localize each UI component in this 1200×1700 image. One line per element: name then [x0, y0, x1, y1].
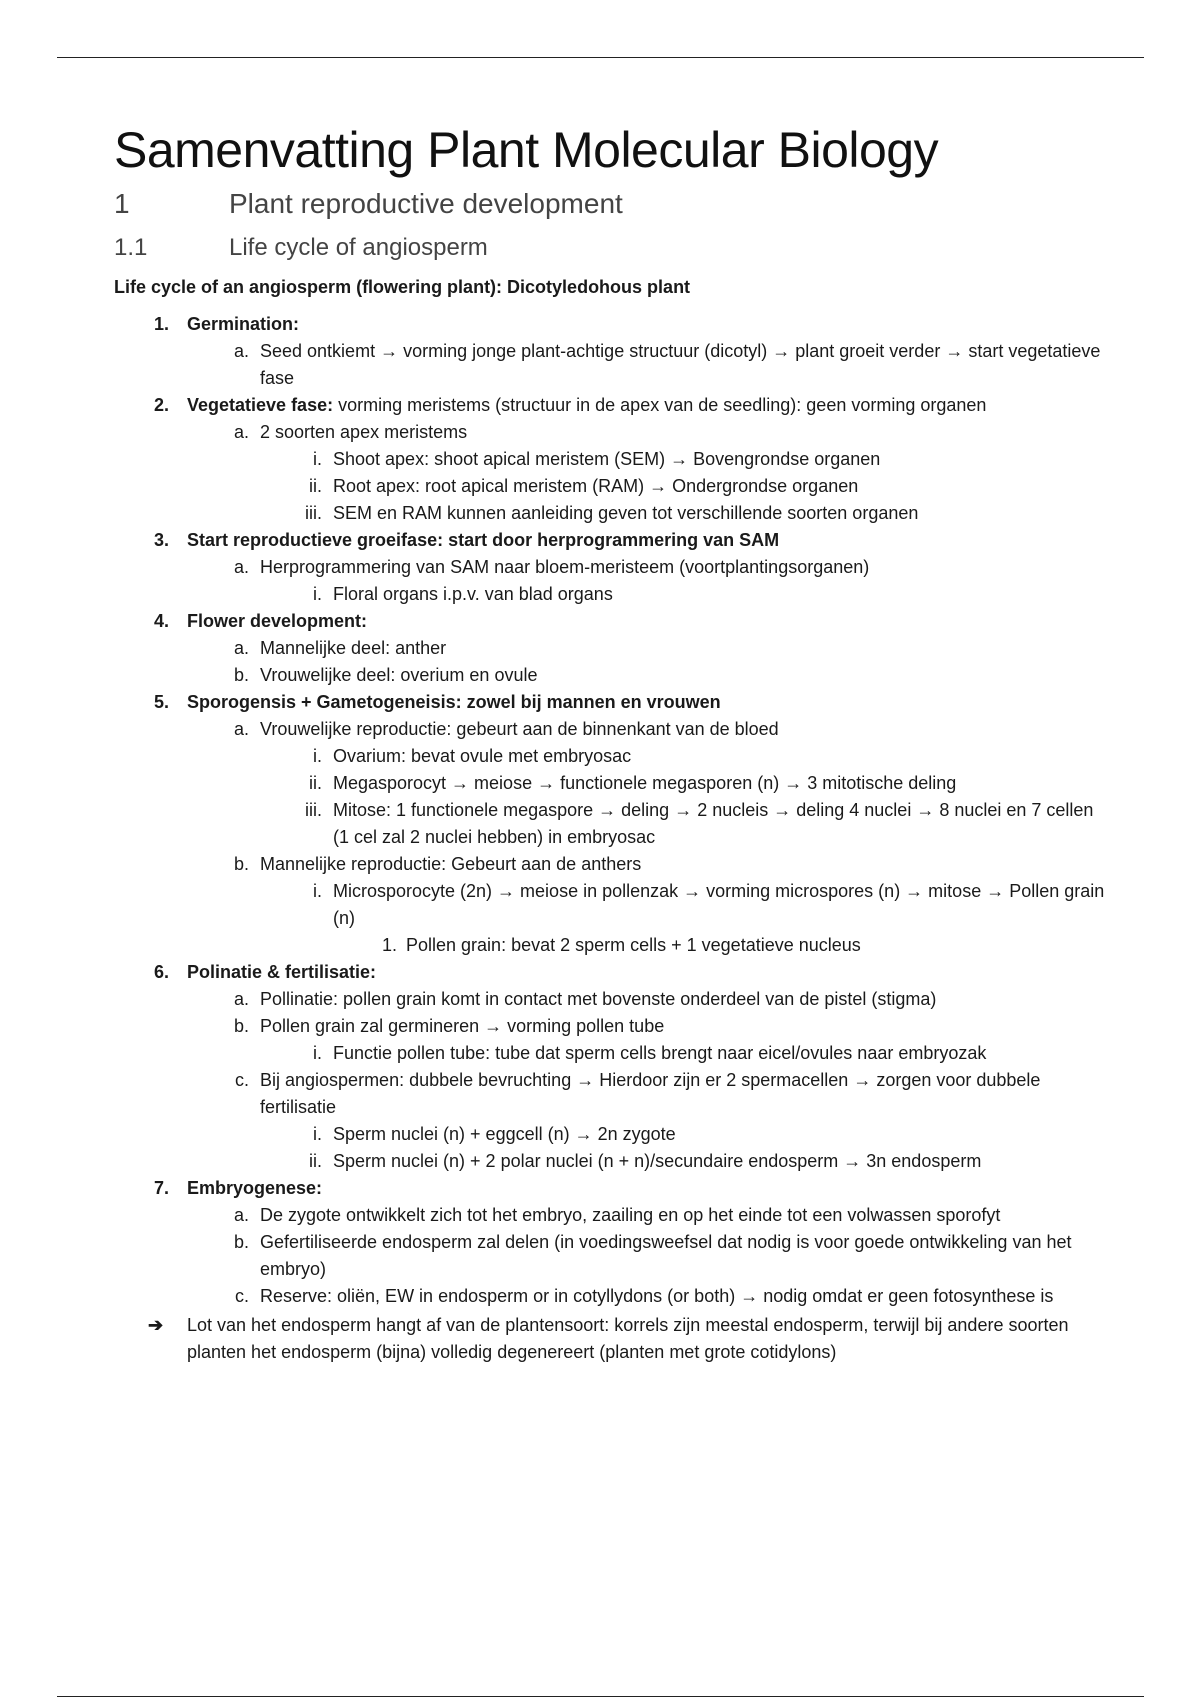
item-text: Functie pollen tube: tube dat sperm cells brengt naar eicel/ovules naar embryozak [333, 1043, 987, 1063]
outline-item [260, 473, 1114, 500]
chapter-title: Plant reproductive development [229, 188, 623, 219]
outline-item [114, 959, 1114, 1175]
item-text [187, 689, 1114, 716]
outline-item [260, 1121, 1114, 1148]
outline-item [187, 338, 1114, 392]
outline-item [260, 1148, 1114, 1175]
item-heading: Embryogenese: [187, 1178, 323, 1198]
outline-item [260, 500, 1114, 527]
item-marker: 6. [153, 962, 169, 982]
outline-level-3 [260, 878, 1114, 959]
document-body [114, 118, 1114, 1366]
item-text: Sperm nuclei (n) + eggcell (n) → 2n zygote [333, 1124, 676, 1144]
outline-level-3 [260, 1040, 1114, 1067]
outline-item [187, 662, 1114, 689]
outline-item [187, 1229, 1114, 1283]
outline-item [187, 419, 1114, 527]
item-heading: Sporogensis + Gametogeneisis: zowel bij mannen en vrouwen [187, 692, 721, 712]
item-text: Mannelijke deel: anther [260, 638, 447, 658]
outline-item [187, 1283, 1114, 1310]
item-marker: ii. [309, 773, 322, 793]
item-marker: a. [233, 341, 249, 361]
item-text: Mannelijke reproductie: Gebeurt aan de anthers [260, 854, 642, 874]
outline-level-2 [187, 554, 1114, 608]
item-marker: iii. [305, 503, 322, 523]
item-text: Root apex: root apical meristem (RAM) → Ondergrondse organen [333, 476, 859, 496]
item-text: Shoot apex: shoot apical meristem (SEM) → Bovengrondse organen [333, 449, 881, 469]
item-text [187, 608, 1114, 635]
outline-item [333, 932, 1114, 959]
outline-item [114, 1175, 1114, 1310]
item-marker: 4. [153, 611, 169, 631]
outline-item [260, 878, 1114, 959]
item-marker: i. [313, 1124, 322, 1144]
item-text: SEM en RAM kunnen aanleiding geven tot verschillende soorten organen [333, 503, 919, 523]
item-text: Microsporocyte (2n) → meiose in pollenzak → vorming microspores (n) → mitose → Pollen grain (n) [333, 881, 1105, 928]
item-marker: i. [313, 449, 322, 469]
outline-item [260, 743, 1114, 770]
arrow-icon: ➔ [148, 1315, 164, 1335]
item-heading: Flower development: [187, 611, 368, 631]
outline-level-2 [187, 1202, 1114, 1310]
item-text: Bij angiospermen: dubbele bevruchting → Hierdoor zijn er 2 spermacellen → zorgen voor dubbele fertilisatie [260, 1070, 1041, 1117]
outline-item [260, 581, 1114, 608]
outline-level-3 [260, 743, 1114, 851]
document-title: Samenvatting Plant Molecular Biology [114, 122, 939, 178]
item-marker: a. [233, 989, 249, 1009]
item-text: Reserve: oliën, EW in endosperm or in cotyllydons (or both) → nodig omdat er geen fotosynthese is [260, 1286, 1054, 1306]
item-text: Pollinatie: pollen grain komt in contact met bovenste onderdeel van de pistel (stigma) [260, 989, 937, 1009]
outline-item [260, 446, 1114, 473]
item-marker: b. [233, 1016, 249, 1036]
item-heading: Start reproductieve groeifase: start door herprogrammering van SAM [187, 530, 780, 550]
outline-item [187, 716, 1114, 851]
chapter-number: 1 [114, 188, 130, 219]
item-text: Vrouwelijke deel: overium en ovule [260, 665, 538, 685]
outline-item [187, 1202, 1114, 1229]
item-text [187, 527, 1114, 554]
outline-level-2 [187, 716, 1114, 959]
outline-level-2 [187, 986, 1114, 1175]
outline-level-2 [187, 635, 1114, 689]
section-number: 1.1 [114, 234, 148, 261]
item-text: De zygote ontwikkelt zich tot het embryo, zaailing en op het einde tot een volwassen sporofyt [260, 1205, 1001, 1225]
outline-level-4 [333, 932, 1114, 959]
item-marker: i. [313, 1043, 322, 1063]
outline-item [114, 392, 1114, 527]
chapter-heading [114, 184, 1114, 224]
outline-item [114, 608, 1114, 689]
item-marker: c. [234, 1070, 249, 1090]
outline-level-2 [187, 338, 1114, 392]
outline-item [114, 311, 1114, 392]
outline-item [114, 689, 1114, 959]
outline-item [114, 527, 1114, 608]
item-heading: Polinatie & fertilisatie: [187, 962, 377, 982]
item-marker: a. [233, 557, 249, 577]
item-marker: 5. [153, 692, 169, 712]
lead-paragraph: Life cycle of an angiosperm (flowering plant): Dicotyledohous plant [114, 277, 691, 297]
item-text: 2 soorten apex meristems [260, 422, 468, 442]
item-marker: ii. [309, 1151, 322, 1171]
outline-item [260, 770, 1114, 797]
item-marker: c. [234, 1286, 249, 1306]
life-cycle-outline [114, 311, 1114, 1310]
top-rule [57, 57, 1144, 58]
outline-item [260, 797, 1114, 851]
outline-level-3 [260, 446, 1114, 527]
outline-item [187, 1067, 1114, 1175]
bottom-rule [57, 1696, 1144, 1697]
item-text: Pollen grain zal germineren → vorming pollen tube [260, 1016, 665, 1036]
item-text: Vrouwelijke reproductie: gebeurt aan de binnenkant van de bloed [260, 719, 779, 739]
item-text [187, 1175, 1114, 1202]
item-text: Megasporocyt → meiose → functionele megasporen (n) → 3 mitotische deling [333, 773, 957, 793]
outline-item [187, 635, 1114, 662]
item-text: Mitose: 1 functionele megaspore → deling → 2 nucleis → deling 4 nuclei → 8 nuclei en 7 cellen (1 cel zal 2 nuclei hebben) in embryosac [333, 800, 1094, 847]
item-marker: i. [313, 584, 322, 604]
item-marker: iii. [305, 800, 322, 820]
outline-level-2 [187, 419, 1114, 527]
item-description: vorming meristems (structuur in de apex van de seedling): geen vorming organen [333, 395, 987, 415]
item-marker: ii. [309, 476, 322, 496]
item-text: Ovarium: bevat ovule met embryosac [333, 746, 632, 766]
item-marker: i. [313, 746, 322, 766]
section-heading [114, 230, 1114, 266]
conclusion-text: Lot van het endosperm hangt af van de plantensoort: korrels zijn meestal endosperm, terwijl bij andere soorten planten het endosperm (bijna) volledig degenereert (planten met grote cotidylons) [187, 1315, 1069, 1362]
outline-item [187, 1013, 1114, 1067]
conclusion-paragraph [114, 1312, 1114, 1366]
item-text: Gefertiliseerde endosperm zal delen (in voedingsweefsel dat nodig is voor goede ontwikkeling van het embryo) [260, 1232, 1072, 1279]
item-marker: a. [233, 422, 249, 442]
item-marker: a. [233, 1205, 249, 1225]
item-marker: b. [233, 854, 249, 874]
item-text: Sperm nuclei (n) + 2 polar nuclei (n + n)/secundaire endosperm → 3n endosperm [333, 1151, 982, 1171]
outline-item [260, 1040, 1114, 1067]
outline-item [187, 554, 1114, 608]
item-marker: a. [233, 638, 249, 658]
item-text: Floral organs i.p.v. van blad organs [333, 584, 613, 604]
section-title: Life cycle of angiosperm [229, 234, 488, 261]
outline-level-3 [260, 581, 1114, 608]
item-marker: 1. [381, 935, 397, 955]
item-marker: 2. [153, 395, 169, 415]
item-text [187, 311, 1114, 338]
outline-item [187, 851, 1114, 959]
item-text: Seed ontkiemt → vorming jonge plant-achtige structuur (dicotyl) → plant groeit verder → start vegetatieve fase [260, 341, 1101, 388]
item-marker: i. [313, 881, 322, 901]
item-marker: b. [233, 665, 249, 685]
item-text: Herprogrammering van SAM naar bloem-meristeem (voortplantingsorganen) [260, 557, 870, 577]
item-heading: Germination: [187, 314, 300, 334]
item-marker: b. [233, 1232, 249, 1252]
outline-level-3 [260, 1121, 1114, 1175]
item-text: Pollen grain: bevat 2 sperm cells + 1 vegetatieve nucleus [406, 935, 861, 955]
item-marker: 7. [153, 1178, 169, 1198]
item-text [187, 959, 1114, 986]
outline-item [187, 986, 1114, 1013]
item-text [187, 392, 1114, 419]
item-marker: 1. [153, 314, 169, 334]
item-marker: 3. [153, 530, 169, 550]
item-heading: Vegetatieve fase: [187, 395, 334, 415]
item-marker: a. [233, 719, 249, 739]
